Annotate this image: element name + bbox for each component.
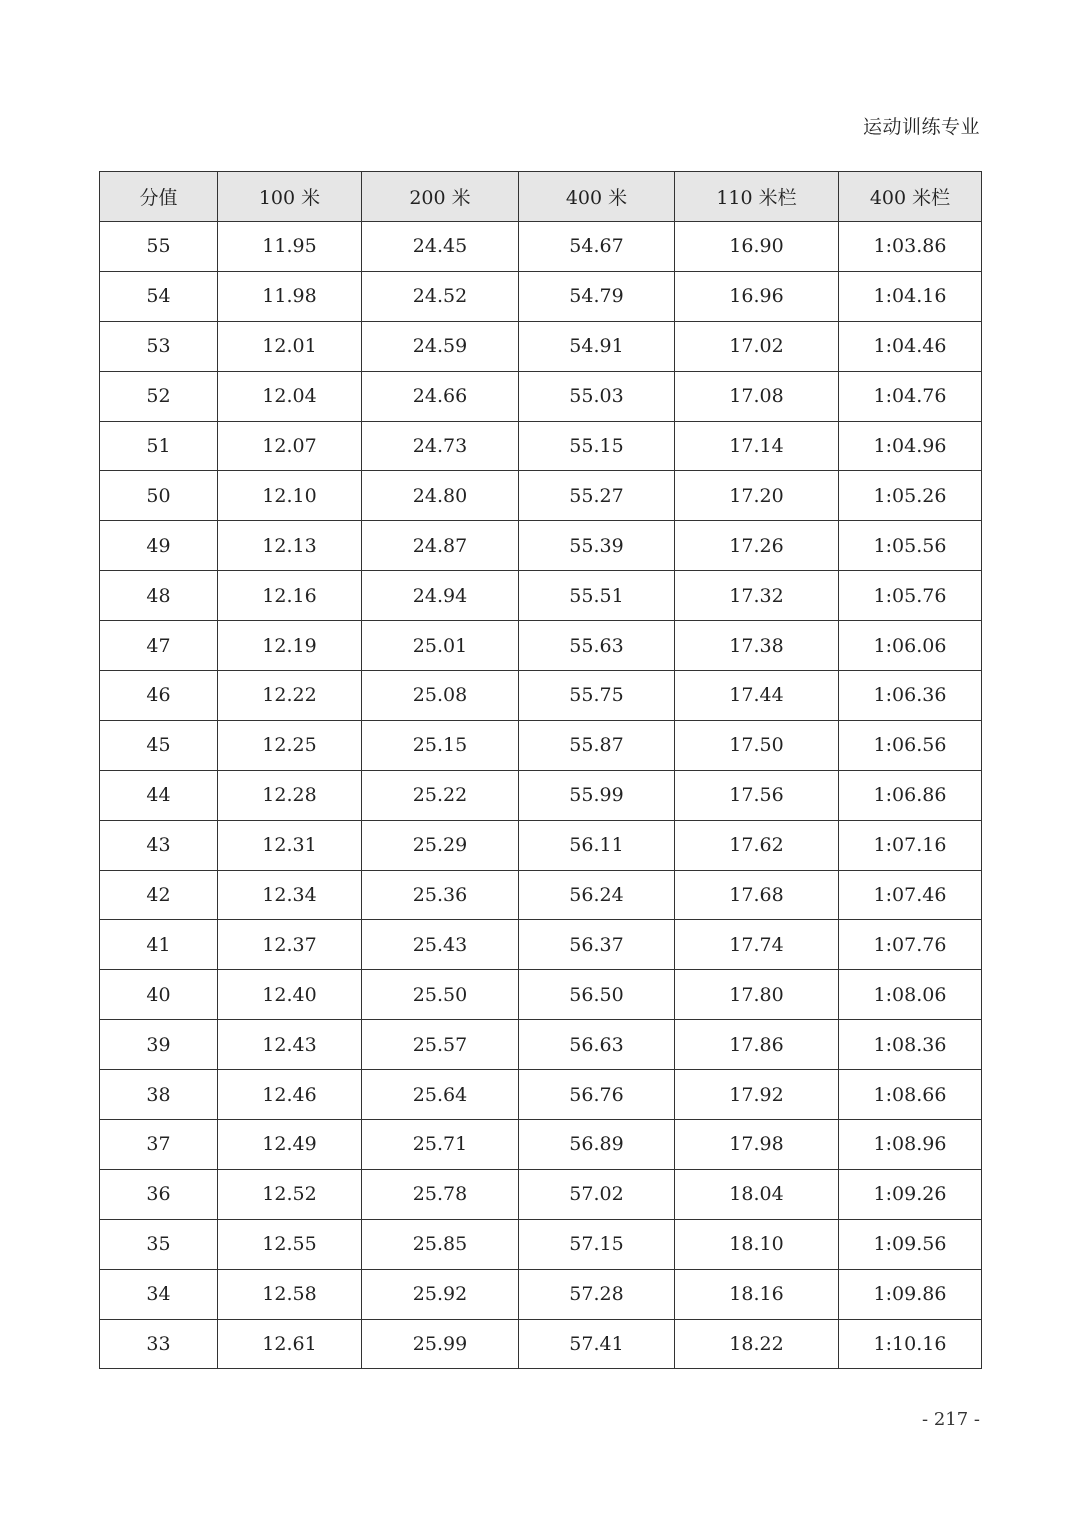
table-row — [100, 970, 982, 1020]
cell-110m-hurdles: 16.96 — [675, 271, 839, 321]
table-row — [100, 1120, 982, 1170]
cell-100m: 12.37 — [218, 920, 362, 970]
cell-400m-hurdles: 1:06.86 — [839, 770, 982, 820]
cell-400m-hurdles: 1:06.06 — [839, 621, 982, 671]
cell-100m: 12.46 — [218, 1070, 362, 1120]
cell-110m-hurdles: 17.86 — [675, 1020, 839, 1070]
column-header-400m-hurdles: 400 米栏 — [839, 172, 982, 222]
cell-score: 48 — [100, 571, 218, 621]
header-title: 运动训练专业 — [862, 116, 980, 138]
cell-100m: 12.07 — [218, 421, 362, 471]
cell-400m: 54.79 — [519, 271, 675, 321]
cell-400m: 54.67 — [519, 222, 675, 272]
cell-400m-hurdles: 1:03.86 — [839, 222, 982, 272]
cell-score: 36 — [100, 1169, 218, 1219]
cell-400m: 57.41 — [519, 1319, 675, 1369]
page-number: - 217 - — [922, 1409, 980, 1430]
cell-200m: 25.08 — [362, 671, 519, 721]
cell-400m-hurdles: 1:09.56 — [839, 1219, 982, 1269]
cell-110m-hurdles: 17.92 — [675, 1070, 839, 1120]
cell-400m: 55.63 — [519, 621, 675, 671]
cell-110m-hurdles: 18.04 — [675, 1169, 839, 1219]
cell-100m: 12.34 — [218, 870, 362, 920]
cell-110m-hurdles: 17.44 — [675, 671, 839, 721]
table-row — [100, 571, 982, 621]
cell-400m-hurdles: 1:09.26 — [839, 1169, 982, 1219]
cell-score: 51 — [100, 421, 218, 471]
table-row — [100, 1269, 982, 1319]
cell-200m: 24.45 — [362, 222, 519, 272]
cell-100m: 12.01 — [218, 321, 362, 371]
cell-110m-hurdles: 16.90 — [675, 222, 839, 272]
cell-400m: 57.28 — [519, 1269, 675, 1319]
column-header-400m: 400 米 — [519, 172, 675, 222]
header-row — [100, 172, 982, 222]
cell-200m: 25.92 — [362, 1269, 519, 1319]
cell-400m: 55.27 — [519, 471, 675, 521]
cell-400m: 55.75 — [519, 671, 675, 721]
cell-400m-hurdles: 1:10.16 — [839, 1319, 982, 1369]
cell-score: 52 — [100, 371, 218, 421]
cell-400m: 54.91 — [519, 321, 675, 371]
cell-400m: 55.03 — [519, 371, 675, 421]
cell-400m-hurdles: 1:04.76 — [839, 371, 982, 421]
cell-200m: 25.71 — [362, 1120, 519, 1170]
cell-400m-hurdles: 1:04.96 — [839, 421, 982, 471]
cell-200m: 25.78 — [362, 1169, 519, 1219]
cell-400m: 55.99 — [519, 770, 675, 820]
score-table — [99, 171, 982, 1369]
cell-400m-hurdles: 1:04.16 — [839, 271, 982, 321]
cell-400m: 56.50 — [519, 970, 675, 1020]
cell-200m: 25.57 — [362, 1020, 519, 1070]
cell-400m: 56.89 — [519, 1120, 675, 1170]
cell-score: 54 — [100, 271, 218, 321]
cell-110m-hurdles: 17.32 — [675, 571, 839, 621]
cell-110m-hurdles: 17.62 — [675, 820, 839, 870]
cell-100m: 12.52 — [218, 1169, 362, 1219]
cell-200m: 24.94 — [362, 571, 519, 621]
column-header-100m: 100 米 — [218, 172, 362, 222]
cell-100m: 11.98 — [218, 271, 362, 321]
table-row — [100, 1319, 982, 1369]
cell-400m: 55.39 — [519, 521, 675, 571]
cell-score: 44 — [100, 770, 218, 820]
cell-400m-hurdles: 1:05.26 — [839, 471, 982, 521]
table-header — [100, 172, 982, 222]
cell-110m-hurdles: 17.08 — [675, 371, 839, 421]
cell-110m-hurdles: 17.20 — [675, 471, 839, 521]
cell-score: 41 — [100, 920, 218, 970]
cell-400m-hurdles: 1:05.56 — [839, 521, 982, 571]
cell-110m-hurdles: 17.14 — [675, 421, 839, 471]
cell-100m: 12.55 — [218, 1219, 362, 1269]
cell-100m: 12.43 — [218, 1020, 362, 1070]
cell-400m: 56.63 — [519, 1020, 675, 1070]
cell-400m-hurdles: 1:06.56 — [839, 720, 982, 770]
cell-100m: 12.61 — [218, 1319, 362, 1369]
cell-400m-hurdles: 1:07.46 — [839, 870, 982, 920]
cell-200m: 24.66 — [362, 371, 519, 421]
table-row — [100, 671, 982, 721]
cell-100m: 12.16 — [218, 571, 362, 621]
cell-score: 50 — [100, 471, 218, 521]
cell-400m-hurdles: 1:08.66 — [839, 1070, 982, 1120]
table-row — [100, 521, 982, 571]
cell-400m: 56.37 — [519, 920, 675, 970]
cell-110m-hurdles: 17.98 — [675, 1120, 839, 1170]
cell-score: 47 — [100, 621, 218, 671]
cell-110m-hurdles: 17.80 — [675, 970, 839, 1020]
cell-200m: 25.22 — [362, 770, 519, 820]
cell-score: 46 — [100, 671, 218, 721]
cell-200m: 25.50 — [362, 970, 519, 1020]
cell-score: 34 — [100, 1269, 218, 1319]
cell-score: 38 — [100, 1070, 218, 1120]
cell-score: 49 — [100, 521, 218, 571]
cell-400m-hurdles: 1:06.36 — [839, 671, 982, 721]
table-row — [100, 1219, 982, 1269]
cell-score: 35 — [100, 1219, 218, 1269]
cell-score: 42 — [100, 870, 218, 920]
cell-400m: 55.15 — [519, 421, 675, 471]
cell-200m: 25.64 — [362, 1070, 519, 1120]
cell-400m: 56.11 — [519, 820, 675, 870]
cell-score: 37 — [100, 1120, 218, 1170]
cell-score: 43 — [100, 820, 218, 870]
cell-110m-hurdles: 18.16 — [675, 1269, 839, 1319]
cell-200m: 24.59 — [362, 321, 519, 371]
cell-200m: 24.80 — [362, 471, 519, 521]
cell-400m: 56.76 — [519, 1070, 675, 1120]
cell-100m: 12.28 — [218, 770, 362, 820]
table-row — [100, 321, 982, 371]
cell-400m: 57.02 — [519, 1169, 675, 1219]
cell-400m-hurdles: 1:08.06 — [839, 970, 982, 1020]
cell-100m: 12.31 — [218, 820, 362, 870]
column-header-200m: 200 米 — [362, 172, 519, 222]
cell-400m: 57.15 — [519, 1219, 675, 1269]
cell-110m-hurdles: 18.10 — [675, 1219, 839, 1269]
cell-200m: 24.52 — [362, 271, 519, 321]
cell-200m: 25.99 — [362, 1319, 519, 1369]
cell-400m-hurdles: 1:09.86 — [839, 1269, 982, 1319]
table-row — [100, 471, 982, 521]
cell-score: 45 — [100, 720, 218, 770]
cell-200m: 25.29 — [362, 820, 519, 870]
cell-score: 53 — [100, 321, 218, 371]
cell-400m-hurdles: 1:04.46 — [839, 321, 982, 371]
cell-110m-hurdles: 18.22 — [675, 1319, 839, 1369]
cell-200m: 24.73 — [362, 421, 519, 471]
column-header-score: 分值 — [100, 172, 218, 222]
cell-110m-hurdles: 17.02 — [675, 321, 839, 371]
cell-110m-hurdles: 17.56 — [675, 770, 839, 820]
cell-200m: 25.36 — [362, 870, 519, 920]
table-row — [100, 770, 982, 820]
cell-100m: 12.10 — [218, 471, 362, 521]
column-header-110m-hurdles: 110 米栏 — [675, 172, 839, 222]
cell-400m-hurdles: 1:05.76 — [839, 571, 982, 621]
table-body — [100, 222, 982, 1369]
cell-400m-hurdles: 1:07.16 — [839, 820, 982, 870]
cell-100m: 12.25 — [218, 720, 362, 770]
table-row — [100, 870, 982, 920]
cell-110m-hurdles: 17.26 — [675, 521, 839, 571]
cell-100m: 12.19 — [218, 621, 362, 671]
cell-110m-hurdles: 17.74 — [675, 920, 839, 970]
cell-score: 39 — [100, 1020, 218, 1070]
cell-100m: 12.13 — [218, 521, 362, 571]
cell-200m: 24.87 — [362, 521, 519, 571]
cell-400m-hurdles: 1:08.36 — [839, 1020, 982, 1070]
cell-100m: 12.58 — [218, 1269, 362, 1319]
cell-400m: 55.87 — [519, 720, 675, 770]
cell-400m: 56.24 — [519, 870, 675, 920]
table-row — [100, 371, 982, 421]
cell-100m: 12.22 — [218, 671, 362, 721]
table-row — [100, 720, 982, 770]
cell-400m-hurdles: 1:08.96 — [839, 1120, 982, 1170]
cell-score: 33 — [100, 1319, 218, 1369]
cell-100m: 12.40 — [218, 970, 362, 1020]
cell-100m: 12.49 — [218, 1120, 362, 1170]
cell-110m-hurdles: 17.38 — [675, 621, 839, 671]
cell-200m: 25.15 — [362, 720, 519, 770]
table-row — [100, 1070, 982, 1120]
table-row — [100, 222, 982, 272]
table-row — [100, 1169, 982, 1219]
cell-200m: 25.01 — [362, 621, 519, 671]
cell-400m: 55.51 — [519, 571, 675, 621]
cell-200m: 25.85 — [362, 1219, 519, 1269]
cell-score: 55 — [100, 222, 218, 272]
cell-100m: 11.95 — [218, 222, 362, 272]
cell-400m-hurdles: 1:07.76 — [839, 920, 982, 970]
cell-score: 40 — [100, 970, 218, 1020]
table-row — [100, 421, 982, 471]
cell-110m-hurdles: 17.50 — [675, 720, 839, 770]
table-row — [100, 271, 982, 321]
cell-110m-hurdles: 17.68 — [675, 870, 839, 920]
cell-200m: 25.43 — [362, 920, 519, 970]
table-row — [100, 820, 982, 870]
table-row — [100, 920, 982, 970]
table-row — [100, 1020, 982, 1070]
table-row — [100, 621, 982, 671]
cell-100m: 12.04 — [218, 371, 362, 421]
